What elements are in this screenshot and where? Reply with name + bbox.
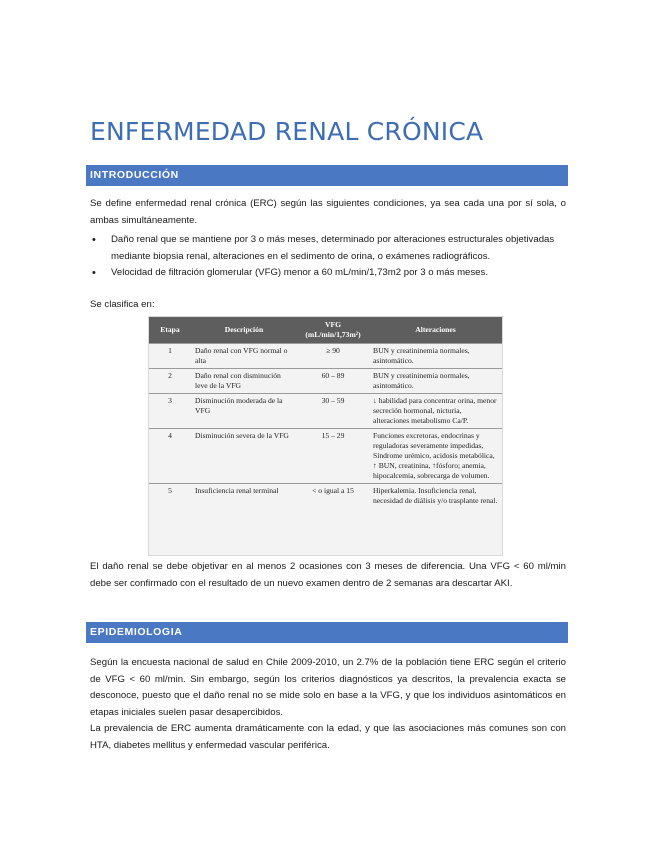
list-item: • Velocidad de filtración glomerular (VFG) menor a 60 mL/min/1,73m2 por 3 o más meses. — [90, 265, 566, 282]
header-alterations: Alteraciones — [369, 317, 502, 344]
header-vfg-label: VFG — [324, 320, 342, 329]
classification-label: Se clasifica en: — [90, 299, 155, 310]
definition-paragraph: Se define enfermedad renal crónica (ERC) según las siguientes condiciones, ya sea cada una por sí sola, o ambas simultáneamente. — [90, 198, 566, 226]
cell-description: Daño renal con disminución leve de la VFG — [191, 369, 297, 394]
cell-description: Disminución moderada de la VFG — [191, 394, 297, 429]
table-row — [149, 394, 502, 429]
cell-vfg: ≥ 90 — [297, 344, 369, 369]
cell-stage: 1 — [149, 344, 191, 369]
section-heading-introduccion: INTRODUCCIÓN — [86, 165, 568, 186]
cell-vfg: 60 – 89 — [297, 369, 369, 394]
cell-description: Insuficiencia renal terminal — [191, 484, 297, 509]
table-header-row — [149, 317, 502, 344]
cell-stage: 3 — [149, 394, 191, 429]
header-vfg — [297, 317, 369, 344]
header-vfg-unit: (mL/min/1,73m²) — [305, 330, 361, 339]
header-stage: Etapa — [149, 317, 191, 344]
cell-stage: 2 — [149, 369, 191, 394]
cell-description: Disminución severa de la VFG — [191, 429, 297, 484]
ckd-stages-table — [148, 316, 503, 556]
epidemiology-paragraph: Según la encuesta nacional de salud en Chile 2009-2010, un 2.7% de la población tiene ERC según el criterio de VFG < 60 ml/min. Sin embargo, según los criterios diagnósticos ya descritos, la prevalencia exacta se desconoce, puesto que el daño renal no se mide solo en base a la VFG, y que los individuos asintomáticos en etapas iniciales suelen pasar desapercibidos. — [90, 657, 566, 718]
page-title: ENFERMEDAD RENAL CRÓNICA — [90, 117, 484, 146]
table-row — [149, 344, 502, 369]
section-heading-epidemiologia: EPIDEMIOLOGIA — [86, 622, 568, 643]
header-description: Descripción — [191, 317, 297, 344]
cell-description: Daño renal con VFG normal o alta — [191, 344, 297, 369]
epidemiology-paragraph: La prevalencia de ERC aumenta dramáticamente con la edad, y que las asociaciones más comunes son con HTA, diabetes mellitus y enfermedad vascular periférica. — [90, 723, 566, 751]
table-row — [149, 369, 502, 394]
table-row — [149, 429, 502, 484]
cell-alterations: BUN y creatininemia normales, asintomático. — [369, 344, 502, 369]
cell-vfg: < o igual a 15 — [297, 484, 369, 509]
cell-stage: 5 — [149, 484, 191, 509]
epidemiology-text — [90, 655, 566, 755]
cell-alterations: Hiperkalemia. Insuficiencia renal, necesidad de diálisis y/o trasplante renal. — [369, 484, 502, 509]
cell-vfg: 30 – 59 — [297, 394, 369, 429]
table-row — [149, 484, 502, 509]
list-item: • Daño renal que se mantiene por 3 o más meses, determinado por alteraciones estructurales objetivadas mediante biopsia renal, alteraciones en el sedimento de orina, o exámenes radiográficos. — [90, 232, 566, 265]
cell-alterations: ↓ habilidad para concentrar orina, menor secreción hormonal, nicturia, alteraciones metabolismo Ca/P. — [369, 394, 502, 429]
criteria-list — [90, 232, 566, 282]
cell-alterations: BUN y creatininemia normales, asintomático. — [369, 369, 502, 394]
confirmation-paragraph: El daño renal se debe objetivar en al menos 2 ocasiones con 3 meses de diferencia. Una VFG < 60 ml/min debe ser confirmado con el resultado de un nuevo examen dentro de 2 semanas ara descartar AKI. — [90, 561, 566, 589]
cell-stage: 4 — [149, 429, 191, 484]
cell-alterations: Funciones excretoras, endocrinas y reguladoras severamente impedidas, Síndrome urémico, acidosis metabólica, ↑ BUN, creatinina, ↑fósforo; anemia, hipocalcemia, sobrecarga de volumen. — [369, 429, 502, 484]
cell-vfg: 15 – 29 — [297, 429, 369, 484]
